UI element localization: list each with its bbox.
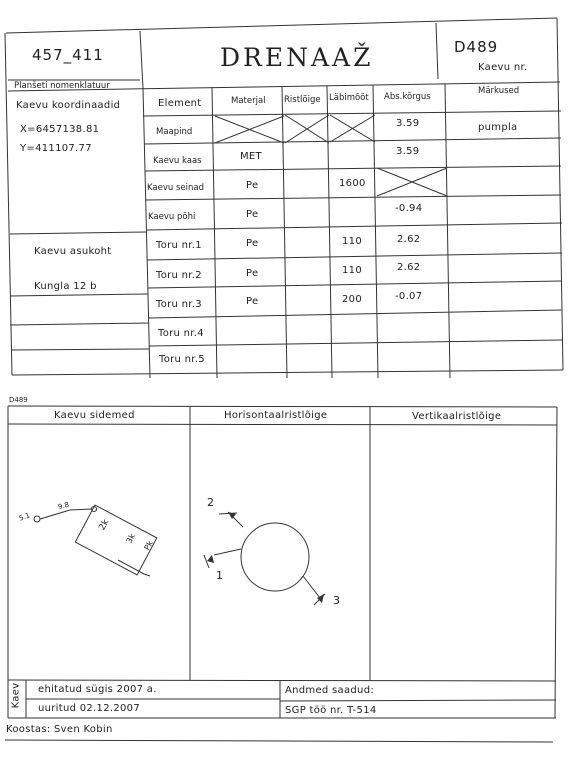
sketch-label-b: 3k [124, 532, 138, 545]
row-height: -0.94 [395, 203, 423, 214]
row-element: Kaevu kaas [153, 156, 202, 166]
author: Koostas: Sven Kobin [6, 724, 113, 735]
row-height: 3.59 [396, 118, 420, 129]
sketch-label-a: 2k [97, 517, 112, 533]
row-element: Kaevu seinad [147, 183, 204, 193]
row-element: Toru nr.4 [158, 328, 204, 339]
page-title: DRENAAŽ [220, 43, 374, 72]
map-sheet-number: 457_411 [32, 46, 104, 64]
row-element: Toru nr.2 [156, 270, 202, 281]
row-height: 2.62 [397, 262, 421, 273]
col-header-diameter: Läbimõõt [329, 93, 369, 103]
row-note: pumpla [478, 122, 518, 133]
well-id: D489 [454, 38, 499, 56]
row-element: Toru nr.5 [159, 354, 205, 365]
sketch-label-c: Pk [142, 539, 155, 552]
coords-caption: Kaevu koordinaadid [16, 100, 121, 111]
coord-x: X=6457138.81 [20, 124, 100, 135]
lower-card-tag: D489 [9, 396, 28, 404]
row-diameter: 110 [342, 265, 362, 276]
row-diameter: 200 [342, 294, 362, 305]
row-material: Pe [246, 209, 259, 220]
col-header-cross: Ristlõige [284, 95, 321, 105]
footer-side-label: Kaev [10, 682, 22, 709]
row-material: MET [240, 151, 262, 162]
col-header-element: Element [158, 98, 202, 109]
col-title-connections: Kaevu sidemed [54, 410, 135, 421]
sketch-dim-a: 5.1 [17, 511, 32, 523]
row-element: Kaevu põhi [148, 212, 196, 222]
row-material: Pe [246, 180, 259, 191]
row-height: -0.07 [395, 291, 423, 302]
row-element: Toru nr.3 [156, 299, 202, 310]
well-no-caption: Kaevu nr. [478, 62, 528, 73]
col-title-horizontal: Horisontaalristlõige [224, 410, 328, 421]
row-element: Toru nr.1 [156, 240, 202, 251]
location-value: Kungla 12 b [34, 281, 97, 292]
map-sheet-caption: Planšeti nomenklatuur [14, 81, 110, 91]
col-header-notes: Märkused [478, 86, 520, 96]
coord-y: Y=411107.77 [20, 143, 92, 154]
row-material: Pe [246, 296, 259, 307]
row-material: Pe [246, 238, 259, 249]
row-diameter: 1600 [339, 178, 366, 189]
col-header-height: Abs.kõrgus [384, 92, 431, 102]
pipe-label: 2 [207, 496, 214, 509]
data-source-caption: Andmed saadud: [285, 685, 375, 696]
surveyed-date: uuritud 02.12.2007 [38, 703, 141, 714]
pipe-label: 3 [333, 594, 340, 607]
location-caption: Kaevu asukoht [34, 246, 112, 257]
row-material: Pe [246, 268, 259, 279]
row-height: 3.59 [396, 146, 420, 157]
col-title-vertical: Vertikaalristlõige [412, 411, 502, 422]
pipe-label: 1 [216, 569, 223, 582]
sketch-dim-b: 9.8 [57, 500, 70, 512]
row-element: Maapind [156, 127, 193, 137]
row-diameter: 110 [342, 236, 362, 247]
col-header-material: Materjal [231, 96, 266, 106]
row-height: 2.62 [397, 234, 421, 245]
built-date: ehitatud sügis 2007 a. [38, 684, 157, 695]
data-source-value: SGP töö nr. T-514 [285, 705, 377, 716]
